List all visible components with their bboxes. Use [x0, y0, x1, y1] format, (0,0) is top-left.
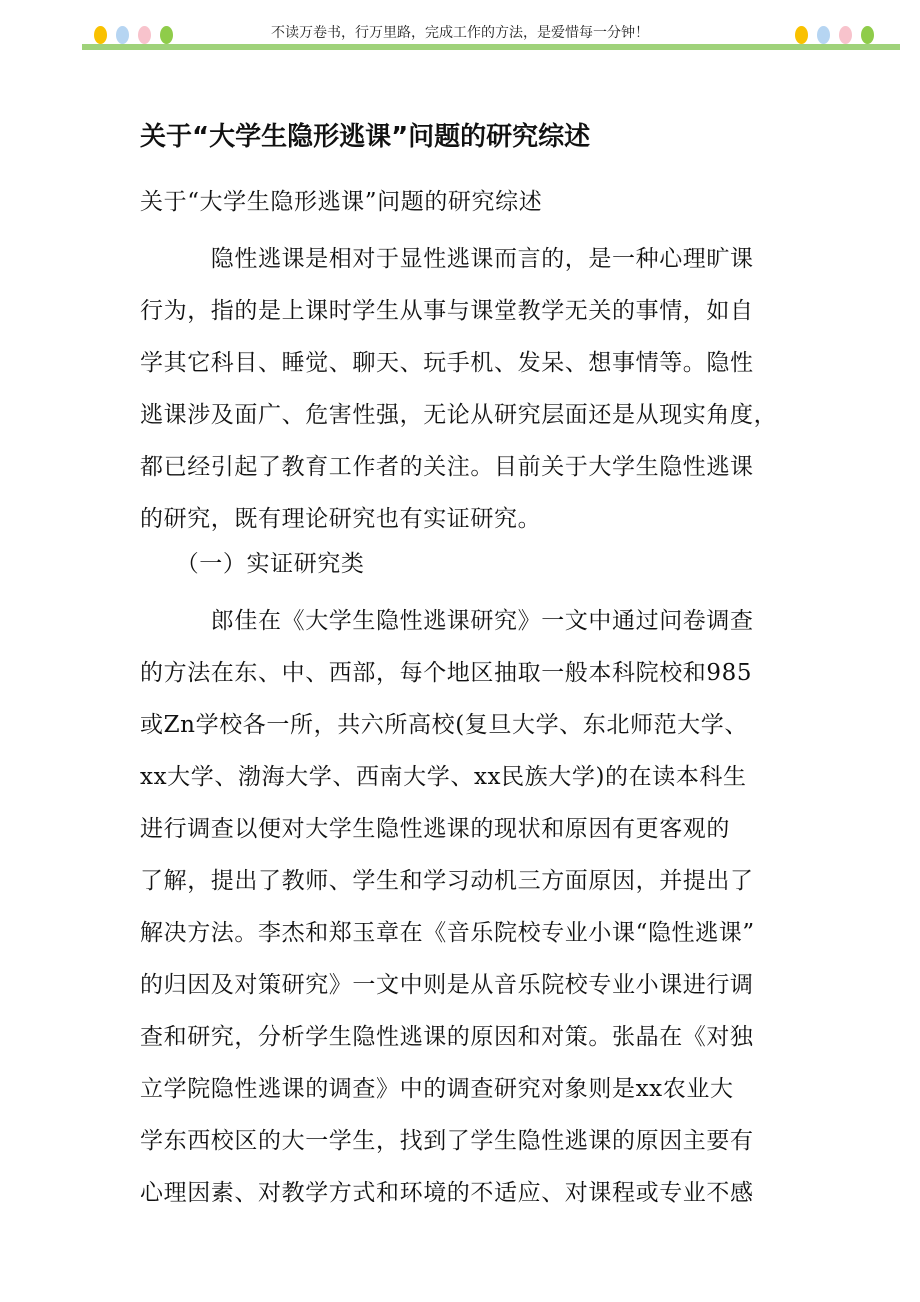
text-line: 逃课涉及面广、危害性强，无论从研究层面还是从现实角度， [140, 402, 778, 428]
header-bar [82, 44, 900, 50]
text-line: 隐性逃课是相对于显性逃课而言的，是一种心理旷课 [140, 246, 754, 272]
text-line: 行为，指的是上课时学生从事与课堂教学无关的事情，如自 [140, 298, 754, 324]
text-line: 学东西校区的大一学生，找到了学生隐性逃课的原因主要有 [140, 1128, 754, 1154]
text-line: 都已经引起了教育工作者的关注。目前关于大学生隐性逃课 [140, 454, 754, 480]
text-line: 学其它科目、睡觉、聊天、玩手机、发呆、想事情等。隐性 [140, 350, 754, 376]
header-motto: 不读万卷书，行万里路，完成工作的方法，是爱惜每一分钟！ [271, 25, 649, 41]
section-heading: （一）实证研究类 [140, 551, 365, 577]
text-line: 的研究，既有理论研究也有实证研究。 [140, 506, 542, 532]
text-line: xx大学、渤海大学、西南大学、xx民族大学)的在读本科生 [140, 764, 747, 790]
text-line: 查和研究，分析学生隐性逃课的原因和对策。张晶在《对独 [140, 1024, 754, 1050]
text-line: 心理因素、对教学方式和环境的不适应、对课程或专业不感 [140, 1180, 754, 1206]
text-line: 了解，提出了教师、学生和学习动机三方面原因，并提出了 [140, 868, 754, 894]
text-line: 解决方法。李杰和郑玉章在《音乐院校专业小课“隐性逃课” [140, 920, 755, 946]
text-line: 郎佳在《大学生隐性逃课研究》一文中通过问卷调查 [140, 608, 754, 634]
document-title: 关于“大学生隐形逃课”问题的研究综述 [140, 122, 591, 152]
text-line: 进行调查以便对大学生隐性逃课的现状和原因有更客观的 [140, 816, 730, 842]
text-line: 的方法在东、中、西部，每个地区抽取一般本科院校和985 [140, 660, 753, 686]
text-line: 的归因及对策研究》一文中则是从音乐院校专业小课进行调 [140, 972, 754, 998]
text-line: 立学院隐性逃课的调查》中的调查研究对象则是xx农业大 [140, 1076, 734, 1102]
subtitle: 关于“大学生隐形逃课”问题的研究综述 [140, 189, 543, 215]
text-line: 或Zn学校各一所，共六所高校(复旦大学、东北师范大学、 [140, 712, 748, 738]
